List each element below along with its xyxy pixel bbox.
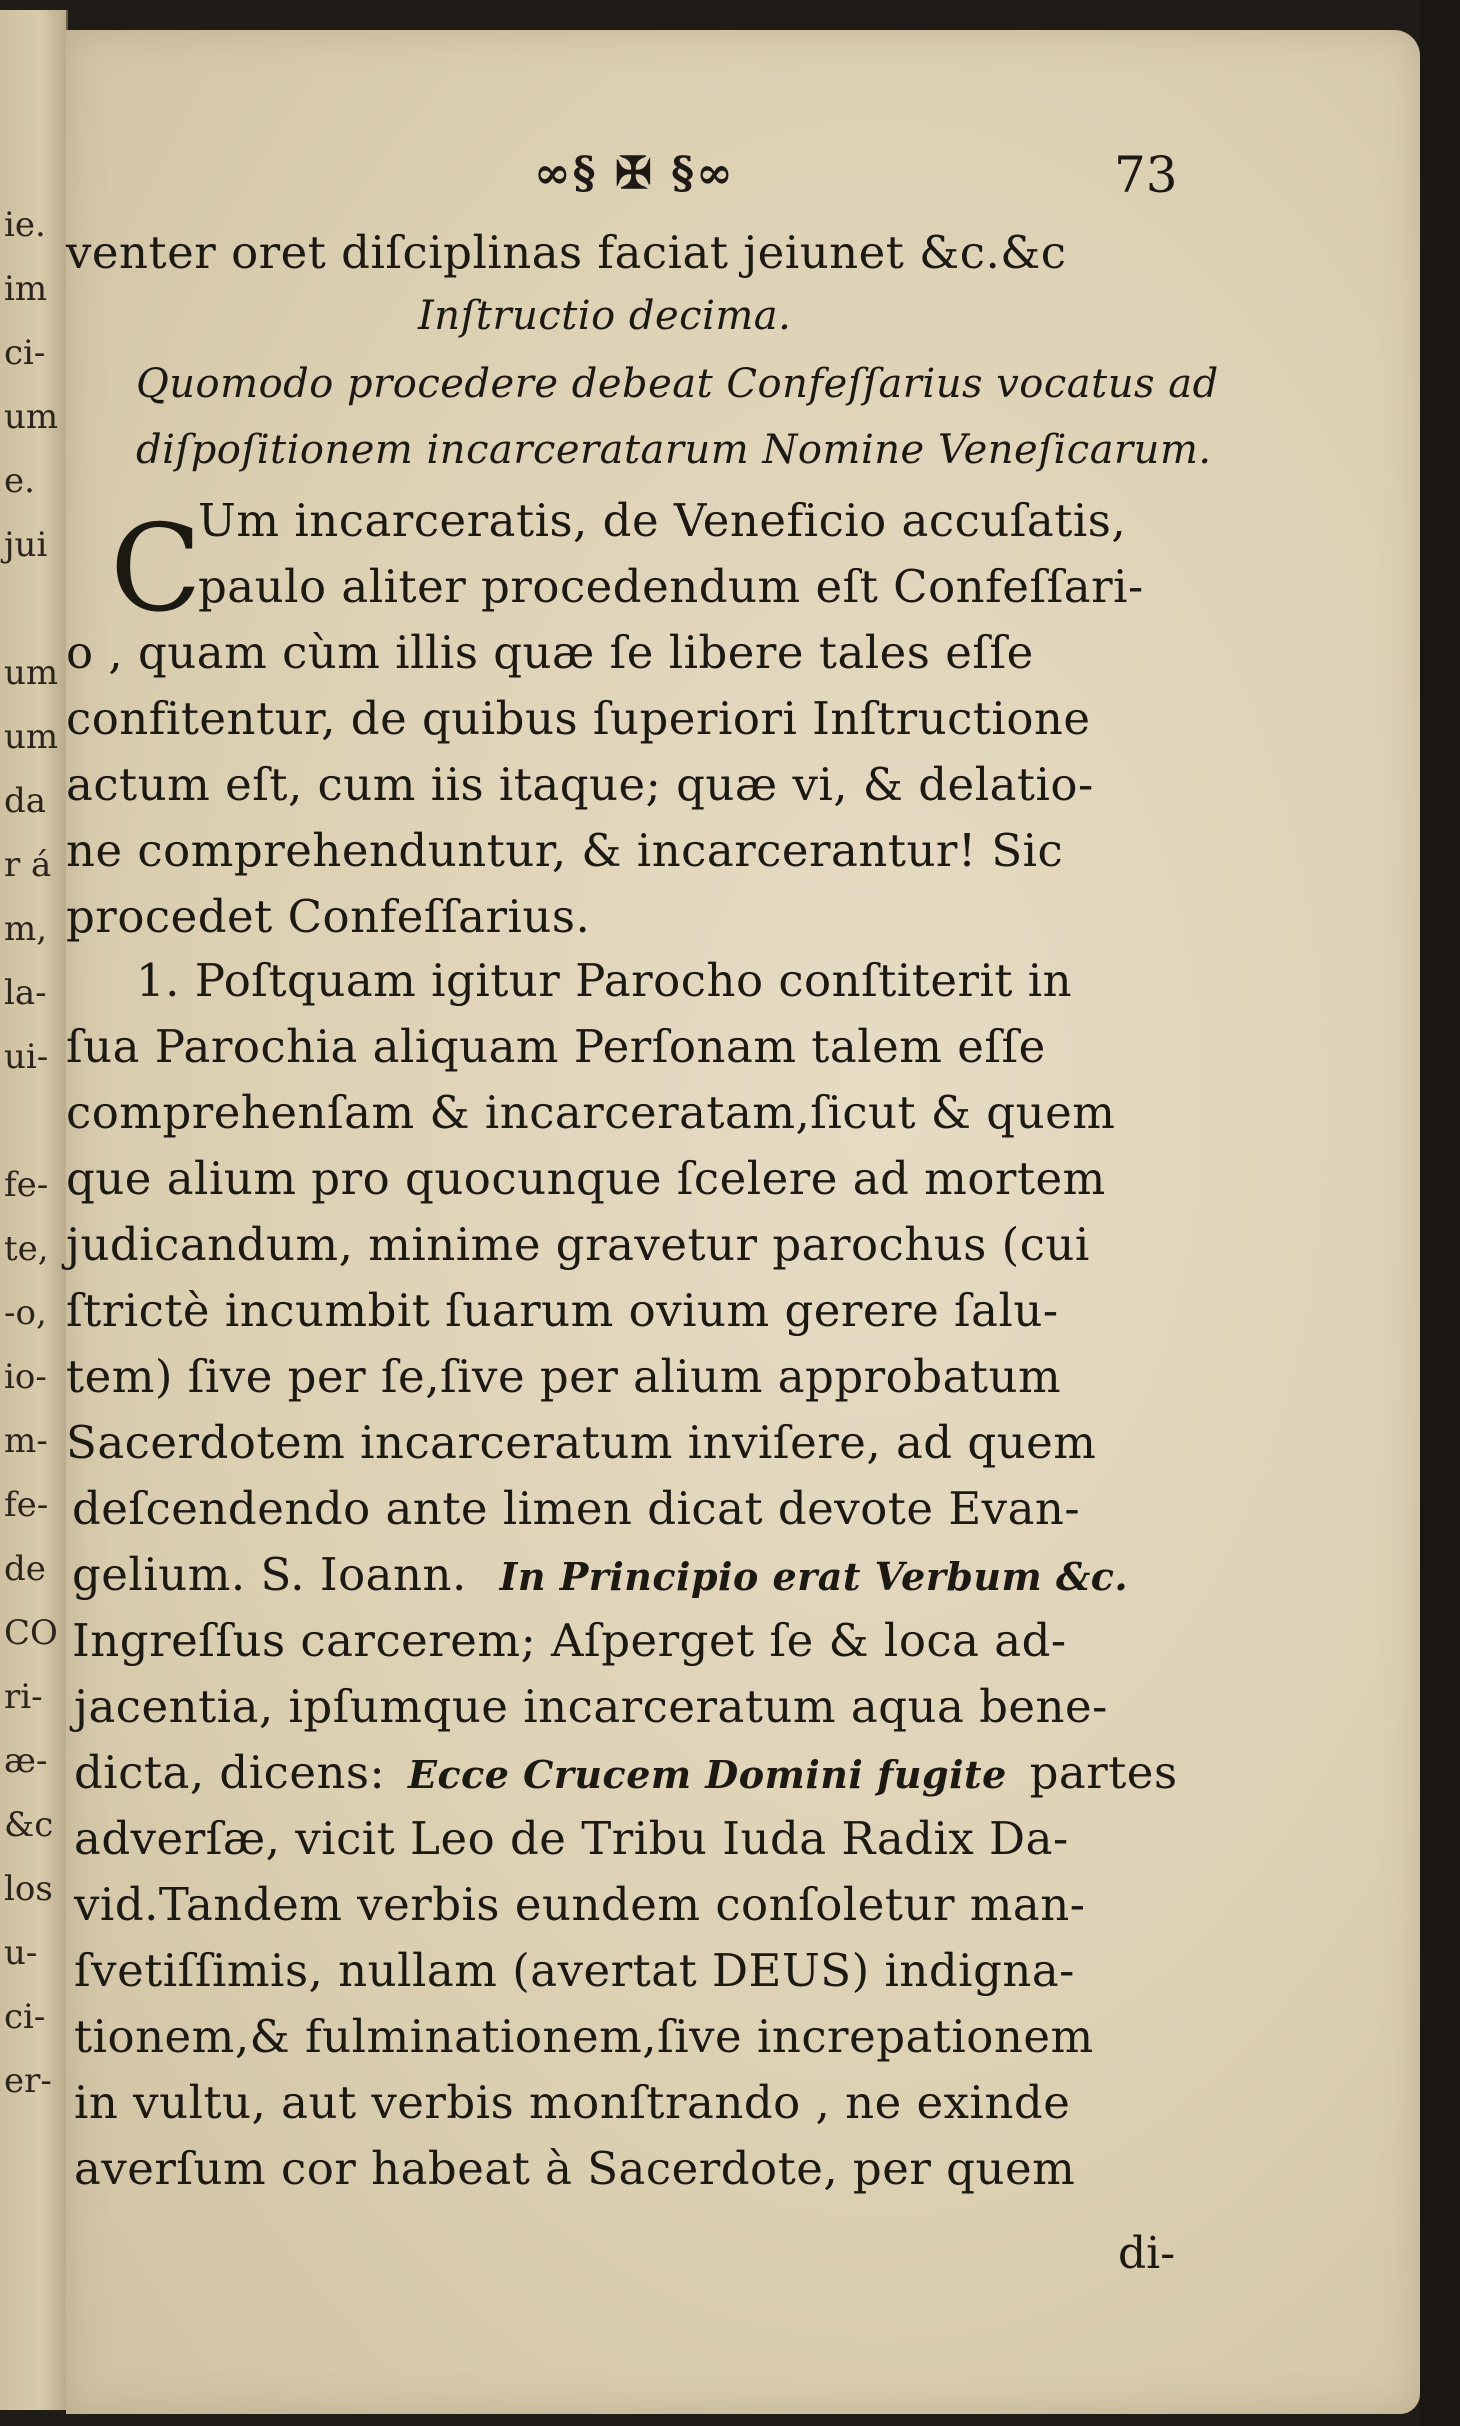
prev-margin-fragment: m, [4,909,48,949]
prev-margin-fragment: ci- [4,1997,46,2037]
header-ornament: ∞§ ✠ §∞ [534,148,735,199]
prev-margin-fragment: um [4,653,59,693]
text-line: Ingreſſus carcerem; Aſperget ſe & loca ad- [72,1614,1067,1667]
text-line: 1. Poſtquam igitur Parocho conſtiterit in [136,954,1073,1007]
section-subheading: diſpoſitionem incarceratarum Nomine Veneſicarum. [136,427,1212,473]
prev-margin-fragment: io- [4,1357,47,1397]
text-span: partes [1029,1746,1178,1799]
prev-margin-fragment: CO [4,1613,58,1653]
text-line: venter oret diſciplinas faciat jeiunet &c.&c [66,226,1067,279]
prev-margin-fragment: ui- [4,1037,49,1077]
prev-margin-fragment: e. [4,461,35,501]
prev-margin-fragment: æ- [4,1741,48,1781]
text-line: confitentur, de quibus ſuperiori Inſtructione [66,692,1091,745]
text-line: ſua Parochia aliquam Perſonam talem eſſe [66,1020,1046,1073]
text-line: paulo aliter procedendum eſt Confeſſari- [198,560,1144,613]
page-number: 73 [1114,146,1178,204]
prev-margin-fragment: -o, [4,1293,47,1333]
text-line: in vultu, aut verbis monſtrando , ne exinde [74,2076,1071,2129]
text-line: ſtrictè incumbit ſuarum ovium gerere ſalu- [66,1284,1059,1337]
prev-margin-fragment: ri- [4,1677,43,1717]
prev-margin-fragment: te, [4,1229,49,1269]
prev-margin-fragment: fe- [4,1485,49,1525]
prev-margin-fragment: im [4,269,48,309]
text-line [74,1746,1178,1799]
text-line: Um incarceratis, de Veneficio accuſatis, [198,494,1127,547]
text-line: comprehenſam & incarceratam,ſicut & quem [66,1086,1116,1139]
text-line: vid.Tandem verbis eundem conſoletur man- [74,1878,1086,1931]
prev-margin-fragment: da [4,781,47,821]
text-span: gelium. S. Ioann. [72,1548,467,1601]
prev-margin-fragment: la- [4,973,47,1013]
text-line: judicandum, minime gravetur parochus (cui [66,1218,1090,1271]
prev-margin-fragment: de [4,1549,46,1589]
text-line: ſvetiſſimis, nullam (avertat DEUS) indigna- [74,1944,1075,1997]
catchword: di- [1118,2228,1176,2279]
text-line: tionem,& fulminationem,ſive increpationem [74,2010,1094,2063]
prev-margin-fragment: u- [4,1933,38,1973]
text-line: jacentia, ipſumque incarceratum aqua bene- [74,1680,1108,1733]
italic-quote: Ecce Crucem Domini fugite [408,1752,1007,1797]
text-span: dicta, dicens: [74,1746,386,1799]
prev-margin-fragment: los [4,1869,53,1909]
prev-margin-fragment: ie. [4,205,46,245]
background-edge [1420,0,1460,2426]
prev-margin-fragment: jui [4,525,48,565]
prev-margin-fragment: um [4,717,59,757]
prev-margin-fragment: m- [4,1421,48,1461]
text-line: o , quam cùm illis quæ ſe libere tales eſſe [66,626,1034,679]
text-line: deſcendendo ante limen dicat devote Evan- [72,1482,1081,1535]
text-line: que alium pro quocunque ſcelere ad mortem [66,1152,1106,1205]
text-line [72,1548,1129,1601]
text-line: Sacerdotem incarceratum inviſere, ad quem [66,1416,1097,1469]
text-line: actum eſt, cum iis itaque; quæ vi, & delatio- [66,758,1094,811]
text-line: averſum cor habeat à Sacerdote, per quem [74,2142,1076,2195]
prev-margin-fragment: ci- [4,333,46,373]
text-line: tem) ſive per ſe,ſive per alium approbatum [66,1350,1062,1403]
prev-margin-fragment: um [4,397,59,437]
prev-margin-fragment: r á [4,845,52,885]
prev-margin-fragment: &c [4,1805,54,1845]
prev-margin-fragment: er- [4,2061,52,2101]
text-line: ne comprehenduntur, & incarcerantur! Sic [66,824,1064,877]
book-page [66,30,1420,2414]
section-subheading: Quomodo procedere debeat Confeſſarius vocatus ad [136,361,1219,407]
section-heading: Inſtructio decima. [418,293,792,339]
italic-quote: In Principio erat Verbum &c. [499,1554,1129,1599]
previous-page-edge [0,10,68,2410]
drop-cap-letter: C [110,500,202,639]
text-line: procedet Confeſſarius. [66,890,591,943]
prev-margin-fragment: fe- [4,1165,49,1205]
text-line: adverſæ, vicit Leo de Tribu Iuda Radix Da- [74,1812,1069,1865]
